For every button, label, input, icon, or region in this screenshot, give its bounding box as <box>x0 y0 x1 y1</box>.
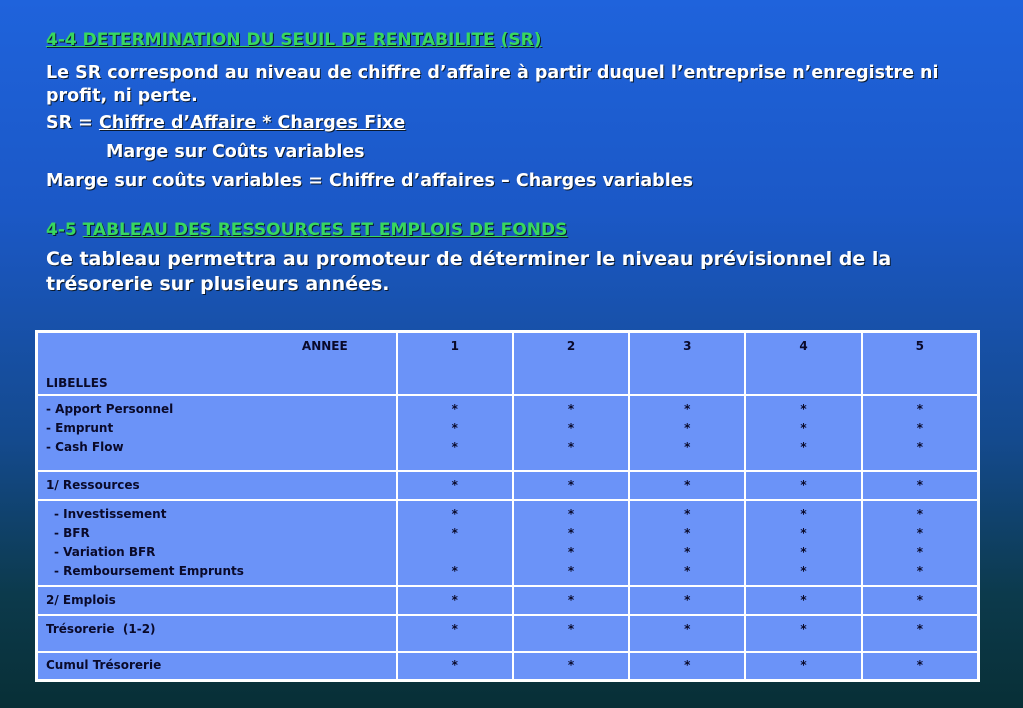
resources-items-cell <box>37 395 397 471</box>
row-label: Trésorerie (1-2) <box>37 615 397 652</box>
margin-formula: Marge sur coûts variables = Chiffre d’affaires – Charges variables <box>46 171 693 191</box>
resources-values-year-5 <box>862 395 979 471</box>
year-header-3: 3 <box>629 332 745 395</box>
value-cell: * <box>397 586 513 615</box>
section-4-5-title: TABLEAU DES RESSOURCES ET EMPLOIS DE FONDS <box>82 220 568 240</box>
header-corner-cell <box>37 332 397 395</box>
value-cell: * <box>513 652 629 681</box>
value-cell: * <box>684 525 691 540</box>
year-header-4: 4 <box>745 332 861 395</box>
value-cell: * <box>916 506 923 521</box>
value-cell: * <box>684 420 691 435</box>
year-header-2: 2 <box>513 332 629 395</box>
value-cell: * <box>916 544 923 559</box>
emploi-item-variation-bfr: - Variation BFR <box>54 544 156 559</box>
value-cell: * <box>916 563 923 578</box>
value-cell: * <box>451 401 458 416</box>
emplois-values-year-5 <box>862 500 979 586</box>
value-cell: * <box>745 615 861 652</box>
value-cell: * <box>513 615 629 652</box>
value-cell: * <box>862 615 979 652</box>
value-cell: * <box>684 563 691 578</box>
value-cell: * <box>862 586 979 615</box>
value-cell: * <box>916 420 923 435</box>
value-cell: * <box>451 420 458 435</box>
table-row-ressources-total <box>37 471 979 500</box>
sr-formula-denominator: Marge sur Coûts variables <box>106 142 365 162</box>
section-4-5-heading <box>46 220 567 240</box>
value-cell: * <box>567 563 575 578</box>
table-row-cumul-tresorerie <box>37 652 979 681</box>
table-row-emplois-total <box>37 586 979 615</box>
value-cell: * <box>567 506 575 521</box>
resources-values-year-2 <box>513 395 629 471</box>
header-libelles-label: LIBELLES <box>46 376 108 390</box>
section-4-5-number: 4-5 <box>46 220 77 240</box>
value-cell: * <box>684 401 691 416</box>
value-cell: * <box>684 439 691 454</box>
value-cell: * <box>513 586 629 615</box>
table-row-resources-detail <box>37 395 979 471</box>
value-cell: * <box>916 401 923 416</box>
value-cell: * <box>629 586 745 615</box>
value-cell: * <box>629 615 745 652</box>
value-cell: * <box>567 544 575 559</box>
section-4-4-title: 4-4 DETERMINATION DU SEUIL DE RENTABILITE <box>46 30 495 50</box>
value-cell: * <box>451 506 458 521</box>
value-cell: * <box>629 652 745 681</box>
header-annee-label: ANNEE <box>301 339 348 353</box>
section-4-4-heading <box>46 30 542 50</box>
emplois-items-cell <box>37 500 397 586</box>
value-cell: * <box>800 401 807 416</box>
resource-item-emprunt: - Emprunt <box>46 420 114 435</box>
emploi-item-remboursement: - Remboursement Emprunts <box>54 563 244 578</box>
value-cell: * <box>451 439 458 454</box>
value-cell: * <box>684 544 691 559</box>
sr-formula-numerator: Chiffre d’Affaire * Charges Fixe <box>98 113 406 133</box>
resources-values-year-1 <box>397 395 513 471</box>
emplois-values-year-3 <box>629 500 745 586</box>
table-row-emplois-detail <box>37 500 979 586</box>
section-4-5-description: Ce tableau permettra au promoteur de déterminer le niveau prévisionnel de la trésorerie sur plusieurs années. <box>46 248 892 295</box>
sr-definition: Le SR correspond au niveau de chiffre d’affaire à partir duquel l’entreprise n’enregistre ni profit, ni perte. <box>46 63 939 106</box>
row-label: 2/ Emplois <box>37 586 397 615</box>
resource-item-apport: - Apport Personnel <box>46 401 174 416</box>
value-cell: * <box>916 439 923 454</box>
emplois-values-year-2 <box>513 500 629 586</box>
emploi-item-bfr: - BFR <box>54 525 90 540</box>
value-cell: * <box>684 506 691 521</box>
value-cell: * <box>451 525 458 540</box>
value-cell: * <box>397 615 513 652</box>
year-header-1: 1 <box>397 332 513 395</box>
value-cell: * <box>862 471 979 500</box>
value-cell: * <box>745 586 861 615</box>
value-cell: * <box>567 525 575 540</box>
value-cell: * <box>800 506 807 521</box>
value-cell: * <box>800 420 807 435</box>
value-cell: * <box>862 652 979 681</box>
year-header-5: 5 <box>862 332 979 395</box>
table-header-row <box>37 332 979 395</box>
value-cell: * <box>397 652 513 681</box>
value-cell: * <box>800 439 807 454</box>
emploi-item-investissement: - Investissement <box>54 506 167 521</box>
sr-formula-lhs: SR = <box>46 113 99 133</box>
sr-formula <box>46 113 405 133</box>
value-cell: * <box>397 471 513 500</box>
resources-uses-table <box>35 330 980 682</box>
resource-item-cashflow: - Cash Flow <box>46 439 124 454</box>
value-cell: * <box>629 471 745 500</box>
resources-values-year-4 <box>745 395 861 471</box>
value-cell: * <box>800 525 807 540</box>
row-label: Cumul Trésorerie <box>37 652 397 681</box>
value-cell: * <box>567 420 575 435</box>
value-cell: * <box>800 563 807 578</box>
row-label: 1/ Ressources <box>37 471 397 500</box>
value-cell: * <box>513 471 629 500</box>
value-cell <box>406 543 504 562</box>
value-cell: * <box>567 439 575 454</box>
emplois-values-year-1 <box>397 500 513 586</box>
value-cell: * <box>916 525 923 540</box>
table-row-tresorerie <box>37 615 979 652</box>
value-cell: * <box>451 563 458 578</box>
value-cell: * <box>745 652 861 681</box>
value-cell: * <box>745 471 861 500</box>
value-cell: * <box>567 401 575 416</box>
section-4-4-title-suffix: (SR) <box>500 30 542 50</box>
resources-values-year-3 <box>629 395 745 471</box>
emplois-values-year-4 <box>745 500 861 586</box>
value-cell: * <box>800 544 807 559</box>
